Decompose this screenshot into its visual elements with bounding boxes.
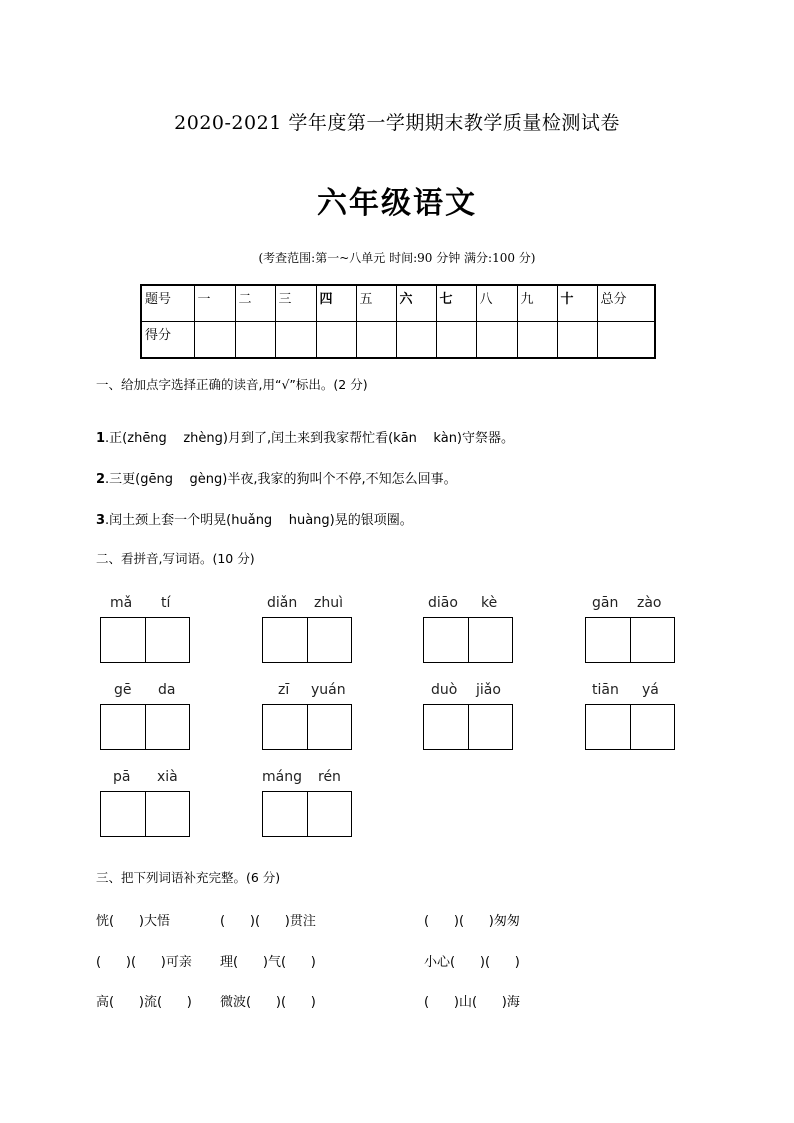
pinyin: yá bbox=[642, 682, 659, 698]
score-table-header-cell: 二 bbox=[235, 285, 275, 322]
score-cell[interactable] bbox=[356, 322, 396, 359]
pinyin: kè bbox=[481, 595, 498, 611]
exam-title: 2020-2021 学年度第一学期期末教学质量检测试卷 bbox=[174, 112, 620, 134]
fill-blank-idiom[interactable]: ( )( )可亲 bbox=[96, 955, 192, 970]
exam-info: (考查范围:第一~八单元 时间:90 分钟 满分:100 分) bbox=[258, 251, 536, 265]
score-table-header-row bbox=[141, 285, 655, 322]
pinyin: zào bbox=[637, 595, 662, 611]
score-cell[interactable] bbox=[316, 322, 356, 359]
score-table-header-cell: 十 bbox=[557, 285, 597, 322]
score-cell[interactable] bbox=[235, 322, 275, 359]
item-number: 1 bbox=[96, 431, 106, 446]
pinyin: yuán bbox=[311, 682, 346, 698]
pinyin: pā bbox=[113, 769, 131, 785]
fill-blank-idiom[interactable]: 理( )气( ) bbox=[220, 955, 316, 970]
score-table-header-cell: 八 bbox=[476, 285, 517, 322]
writing-box[interactable] bbox=[585, 617, 675, 663]
score-cell[interactable] bbox=[396, 322, 436, 359]
writing-box[interactable] bbox=[100, 791, 190, 837]
pinyin: tiān bbox=[592, 682, 619, 698]
section1-item bbox=[96, 468, 457, 487]
pinyin: tí bbox=[161, 595, 171, 611]
pinyin: rén bbox=[318, 769, 341, 785]
score-table-header-cell: 一 bbox=[194, 285, 235, 322]
pinyin: jiǎo bbox=[476, 682, 501, 698]
score-table-header-cell: 四 bbox=[316, 285, 356, 322]
writing-box[interactable] bbox=[423, 704, 513, 750]
score-cell[interactable] bbox=[517, 322, 557, 359]
score-table-header-cell: 六 bbox=[396, 285, 436, 322]
section3-heading: 三、把下列词语补充完整。(6 分) bbox=[96, 870, 281, 885]
pinyin: da bbox=[158, 682, 176, 698]
pinyin: mǎ bbox=[110, 595, 133, 611]
writing-box[interactable] bbox=[423, 617, 513, 663]
score-table-header-cell: 题号 bbox=[141, 285, 194, 322]
fill-blank-idiom[interactable]: ( )( )匆匆 bbox=[424, 914, 520, 929]
fill-blank-idiom[interactable]: ( )山( )海 bbox=[424, 995, 520, 1010]
fill-blank-idiom[interactable]: 小心( )( ) bbox=[424, 955, 520, 970]
pinyin: máng bbox=[262, 769, 302, 785]
section1-heading: 一、给加点字选择正确的读音,用“√”标出。(2 分) bbox=[96, 377, 368, 392]
score-table-header-cell: 三 bbox=[275, 285, 316, 322]
fill-blank-idiom[interactable]: ( )( )贯注 bbox=[220, 914, 316, 929]
item-number: 3 bbox=[96, 513, 106, 528]
writing-box[interactable] bbox=[585, 704, 675, 750]
score-cell[interactable] bbox=[194, 322, 235, 359]
item-number: 2 bbox=[96, 472, 106, 487]
writing-box[interactable] bbox=[262, 704, 352, 750]
writing-box[interactable] bbox=[100, 617, 190, 663]
score-row-label: 得分 bbox=[141, 322, 194, 359]
pinyin: gān bbox=[592, 595, 619, 611]
pinyin: gē bbox=[114, 682, 132, 698]
pinyin: diǎn bbox=[267, 595, 298, 611]
section2-heading: 二、看拼音,写词语。(10 分) bbox=[96, 551, 255, 566]
score-table bbox=[140, 284, 656, 359]
score-table-header-cell: 九 bbox=[517, 285, 557, 322]
section1-item bbox=[96, 427, 514, 446]
pinyin: zī bbox=[278, 682, 290, 698]
fill-blank-idiom[interactable]: 微波( )( ) bbox=[220, 995, 316, 1010]
pinyin: diāo bbox=[428, 595, 458, 611]
subject-title: 六年级语文 bbox=[317, 186, 477, 221]
score-cell[interactable] bbox=[436, 322, 476, 359]
pinyin: duò bbox=[431, 682, 458, 698]
score-cell[interactable] bbox=[557, 322, 597, 359]
score-table-header-cell: 总分 bbox=[597, 285, 655, 322]
score-cell[interactable] bbox=[476, 322, 517, 359]
fill-blank-idiom[interactable]: 高( )流( ) bbox=[96, 995, 192, 1010]
score-table-header-cell: 五 bbox=[356, 285, 396, 322]
writing-box[interactable] bbox=[262, 617, 352, 663]
item-text: .正(zhēng zhèng)月到了,闰土来到我家帮忙看(kān kàn)守祭器。 bbox=[105, 431, 515, 446]
score-table-header-cell: 七 bbox=[436, 285, 476, 322]
score-cell[interactable] bbox=[597, 322, 655, 359]
writing-box[interactable] bbox=[100, 704, 190, 750]
score-cell[interactable] bbox=[275, 322, 316, 359]
item-text: .三更(gēng gèng)半夜,我家的狗叫个不停,不知怎么回事。 bbox=[105, 472, 457, 487]
score-table-score-row bbox=[141, 322, 655, 359]
section1-item bbox=[96, 509, 413, 528]
pinyin: xià bbox=[157, 769, 178, 785]
writing-box[interactable] bbox=[262, 791, 352, 837]
item-text: .闰土颈上套一个明晃(huǎng huàng)晃的银项圈。 bbox=[105, 513, 413, 528]
fill-blank-idiom[interactable]: 恍( )大悟 bbox=[96, 914, 170, 929]
pinyin: zhuì bbox=[314, 595, 343, 611]
